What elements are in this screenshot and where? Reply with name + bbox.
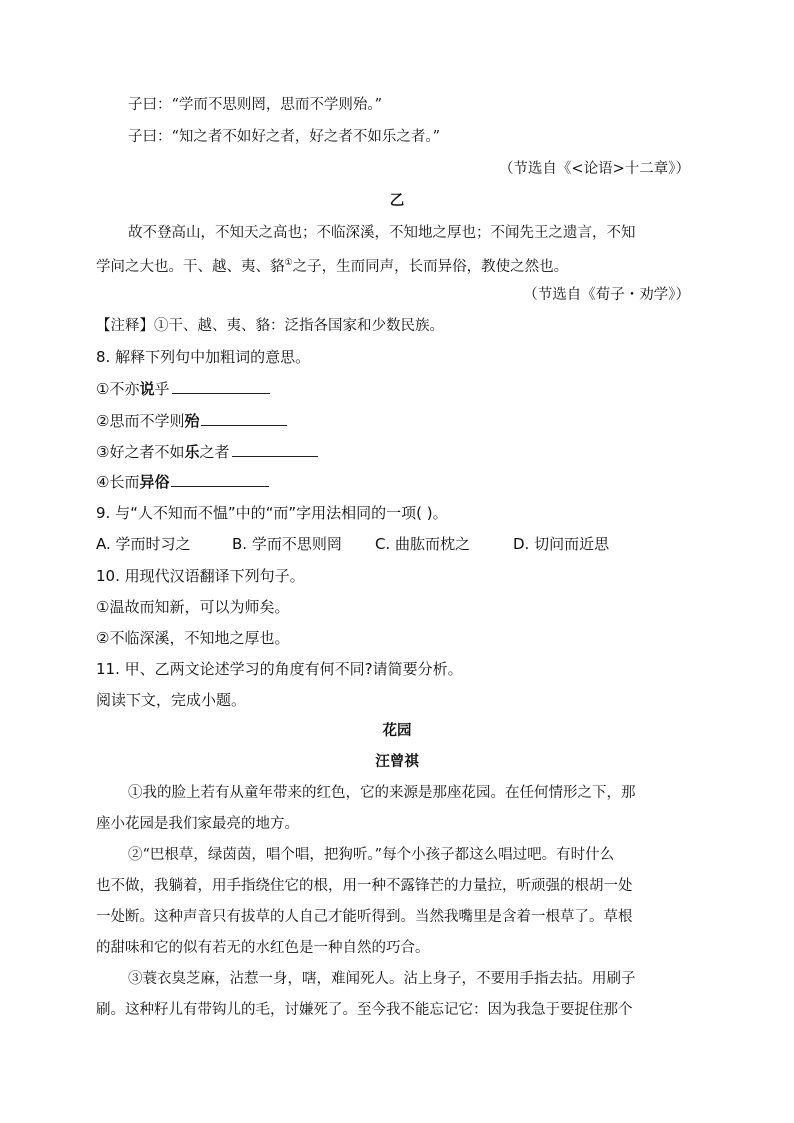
paragraph-2-line-4: 的甜味和它的似有若无的水红色是一种自然的巧合。 xyxy=(96,940,430,956)
q8-item-pre: 思而不学则 xyxy=(109,412,185,430)
q10-item-1: ①温故而知新，可以为师矣。 xyxy=(96,598,290,616)
q8-item-2 xyxy=(96,411,287,431)
q9-stem: 9. 与“人不知而不愠”中的“而”字用法相同的一项( )。 xyxy=(96,504,448,522)
q9-options xyxy=(96,534,609,554)
q8-item-pre: 长而 xyxy=(109,473,140,491)
q8-item-num: ④ xyxy=(96,473,110,491)
yi-line-1: 故不登高山，不知天之高也；不临深溪，不知地之厚也；不闻先王之遗言，不知 xyxy=(128,225,636,241)
q9-option-c[interactable]: C. 曲肱而枕之 xyxy=(375,535,471,553)
paragraph-3-line-2: 刷。这种籽儿有带钩儿的毛，讨嫌死了。至今我不能忘记它：因为我急于要捉住那个 xyxy=(96,1002,633,1018)
q8-item-bold-word: 异俗 xyxy=(139,473,170,491)
q8-item-4 xyxy=(96,472,269,492)
q8-item-bold-word: 殆 xyxy=(184,412,200,430)
q8-item-3 xyxy=(96,442,318,462)
q8-item-num: ③ xyxy=(96,443,110,461)
yi-line-2a: 学问之大也。干、越、夷、貉 xyxy=(96,258,285,275)
answer-blank[interactable] xyxy=(172,379,270,394)
paragraph-1-line-1: ①我的脸上若有从童年带来的红色，它的来源是那座花园。在任何情形之下，那 xyxy=(128,785,636,801)
q8-item-pre: 好之者不如 xyxy=(109,443,185,461)
q10-item-2: ②不临深溪，不知地之厚也。 xyxy=(96,629,290,647)
yi-line-2b: 之子，生而同声，长而异俗，教使之然也。 xyxy=(292,258,569,275)
jia-source: （节选自《<论语>十二章》） xyxy=(498,161,690,177)
q8-item-post: 乎 xyxy=(154,380,170,398)
paragraph-1-line-2: 座小花园是我们家最亮的地方。 xyxy=(96,816,299,832)
q8-item-post: 之者 xyxy=(199,443,230,461)
paragraph-3-line-1: ③蓑衣臭芝麻，沾惹一身，嗐，难闻死人。沾上身子，不要用手指去拈。用刷子 xyxy=(128,971,636,987)
reading-title: 花园 xyxy=(382,722,412,739)
yi-line-2 xyxy=(96,253,568,277)
q8-item-num: ① xyxy=(96,380,110,398)
q9-option-d[interactable]: D. 切问而近思 xyxy=(513,535,610,553)
q8-stem: 8. 解释下列句中加粗词的意思。 xyxy=(96,348,311,366)
q8-item-bold-word: 乐 xyxy=(184,443,200,461)
paragraph-2-line-1: ②“巴根草，绿茵茵，唱个唱，把狗听。”每个小孩子都这么唱过吧。有时什么 xyxy=(128,847,615,863)
jia-line-2: 子曰：“知之者不如好之者，好之者不如乐之者。” xyxy=(128,129,441,145)
answer-blank[interactable] xyxy=(171,472,269,487)
q8-item-pre: 不亦 xyxy=(109,380,140,398)
q8-item-num: ② xyxy=(96,412,110,430)
yi-source: （节选自《荀子・劝学》） xyxy=(523,287,690,303)
paragraph-2-line-3: 一处断。这种声音只有拔草的人自己才能听得到。当然我嘴里是含着一根草了。草根 xyxy=(96,909,633,925)
q11-stem: 11. 甲、乙两文论述学习的角度有何不同?请简要分析。 xyxy=(96,660,463,678)
q9-option-a[interactable]: A. 学而时习之 xyxy=(96,535,191,553)
yi-annotation: 【注释】①干、越、夷、貉：泛指各国家和少数民族。 xyxy=(96,318,444,334)
answer-blank[interactable] xyxy=(201,411,287,426)
paragraph-2-line-2: 也不做，我躺着，用手指绕住它的根，用一种不露锋芒的力量拉，听顽强的根胡一处 xyxy=(96,878,633,894)
answer-blank[interactable] xyxy=(232,442,318,457)
q8-item-1 xyxy=(96,379,270,399)
q9-option-b[interactable]: B. 学而不思则罔 xyxy=(232,535,342,553)
reading-author: 汪曾祺 xyxy=(375,753,419,770)
yi-title: 乙 xyxy=(389,192,405,209)
footnote-mark: ① xyxy=(284,258,293,268)
q8-item-bold-word: 说 xyxy=(139,380,155,398)
reading-intro: 阅读下文，完成小题。 xyxy=(96,691,247,709)
q10-stem: 10. 用现代汉语翻译下列句子。 xyxy=(96,567,305,585)
jia-line-1: 子曰：“学而不思则罔，思而不学则殆。” xyxy=(128,97,383,113)
